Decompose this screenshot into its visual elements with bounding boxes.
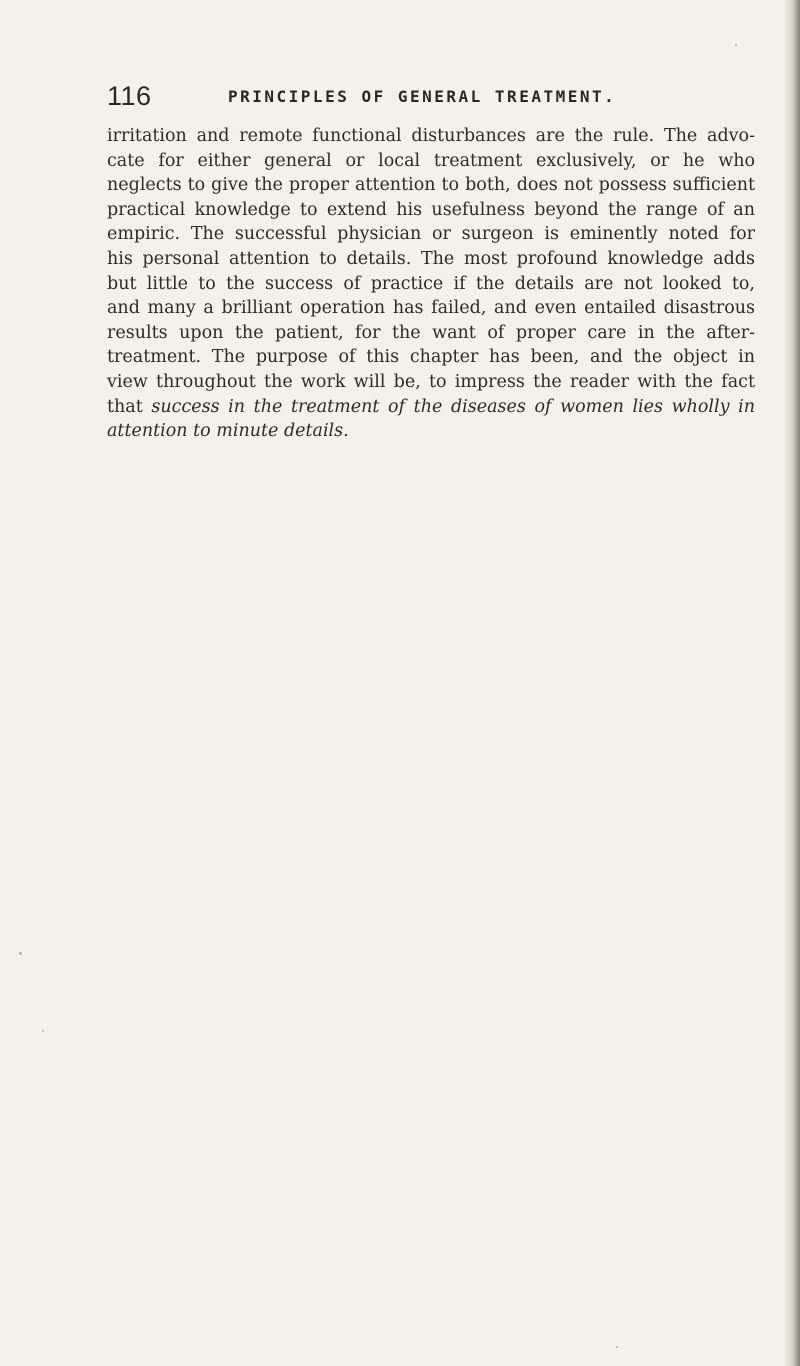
running-head-title: PRINCIPLES OF GENERAL TREATMENT. (228, 87, 617, 106)
text-line: but little to the success of practice if the details are not looked to, (107, 273, 755, 294)
running-head (107, 79, 757, 113)
text-line: practical knowledge to extend his usefulness beyond the range of an (107, 199, 755, 220)
body-paragraph (107, 124, 755, 444)
paper-speck (42, 1030, 44, 1032)
line-prefix: that (107, 396, 152, 417)
page-number: 116 (107, 81, 152, 111)
text-line: results upon the patient, for the want of proper care in the after- (107, 322, 755, 343)
text-line: neglects to give the proper attention to both, does not possess sufficient (107, 175, 755, 196)
italic-emphasis-final: attention to minute details. (107, 421, 349, 442)
text-line: empiric. The successful physician or surgeon is eminently noted for (107, 224, 755, 245)
text-line: cate for either general or local treatment exclusively, or he who (107, 150, 755, 171)
text-line: irritation and remote functional disturbances are the rule. The advo- (107, 126, 755, 146)
text-line: view throughout the work will be, to impress the reader with the fact (107, 371, 755, 392)
italic-emphasis: success in the treatment of the diseases of women lies wholly in (151, 396, 755, 417)
text-line-final (107, 419, 755, 444)
paper-speck (616, 1346, 618, 1348)
paper-speck (19, 952, 22, 955)
paper-speck (735, 44, 737, 46)
text-line: his personal attention to details. The most profound knowledge adds (107, 248, 755, 269)
page-edge-shadow (784, 0, 800, 1366)
text-line-emphasis (107, 395, 755, 420)
text-line: treatment. The purpose of this chapter has been, and the object in (107, 347, 755, 368)
text-line: and many a brilliant operation has failed, and even entailed disastrous (107, 298, 755, 319)
